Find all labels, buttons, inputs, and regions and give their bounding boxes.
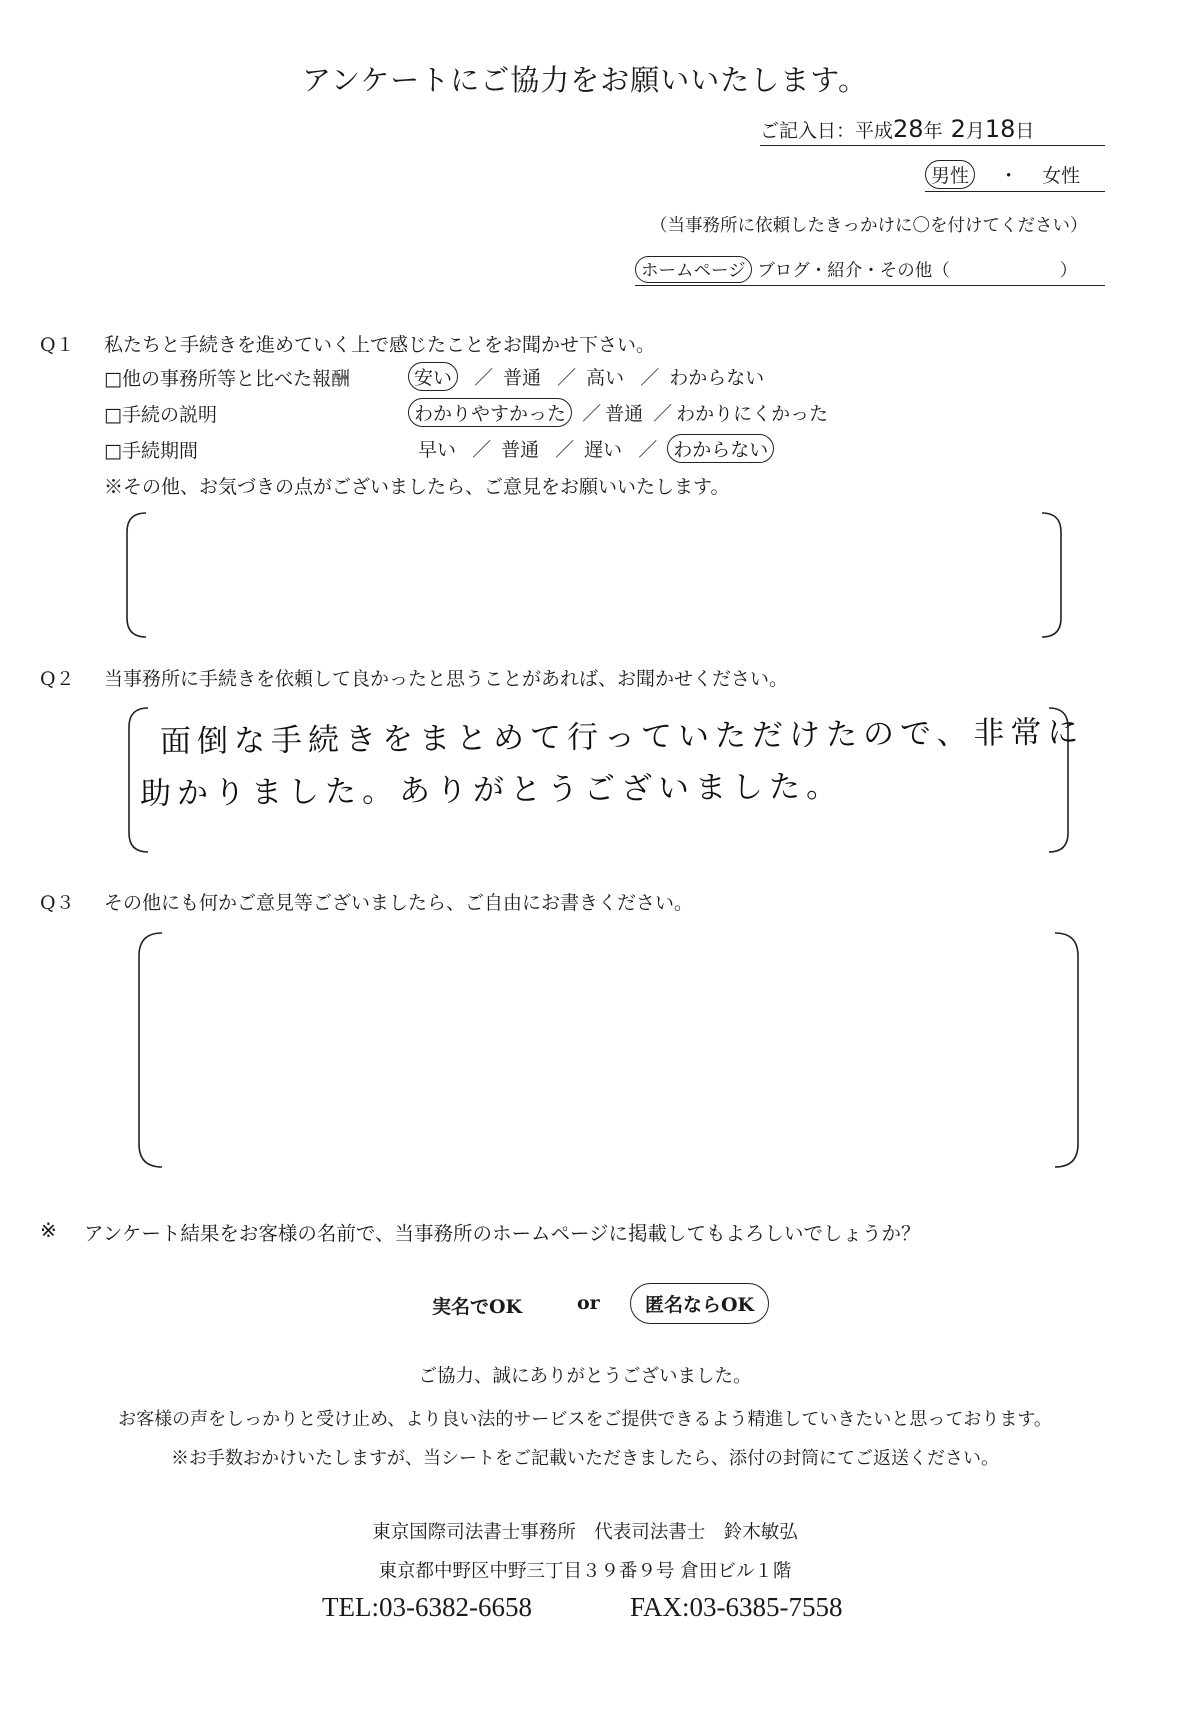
page-title: アンケートにご協力をお願いいたします。 [302, 63, 868, 97]
publish-option-anon-selected[interactable]: 匿名ならOK [630, 1283, 769, 1324]
q1-explanation-option-clear[interactable]: わかりやすかった [408, 398, 572, 427]
q1-answer-box[interactable] [124, 510, 1064, 640]
office-name: 東京国際司法書士事務所 代表司法書士 鈴木敏弘 [372, 1522, 798, 1543]
entry-date-day[interactable]: 18 [984, 115, 1016, 143]
q1-fee-option-high[interactable]: 高い [586, 367, 625, 389]
q1-item-explanation-options: わかりやすかった ／ 普通 ／ わかりにくかった [408, 398, 828, 427]
q1-period-option-normal[interactable]: 普通 [501, 439, 540, 461]
q1-explanation-option-normal[interactable]: 普通 [605, 403, 644, 425]
gender-separator: ・ [999, 165, 1019, 187]
trigger-field: ホームページ ブログ・紹介・その他（ ） [635, 256, 1105, 286]
q1-period-option-fast[interactable]: 早い [418, 439, 457, 461]
q2-answer-line-1: 面倒な手続きをまとめて行っていただけたので、非常に [159, 714, 1085, 760]
entry-date-month-unit: 月 [965, 120, 985, 142]
q3-answer-box-brackets [136, 930, 1081, 1170]
q2-label: Q２ [40, 668, 75, 690]
q1-answer-box-brackets [124, 510, 1064, 640]
trigger-close-paren: ） [1059, 261, 1078, 281]
closing-message: お客様の声をしっかりと受け止め、より良い法的サービスをご提供できるよう精進していきたいと思っております。 [118, 1409, 1052, 1430]
q1-item-period-options: 早い ／ 普通 ／ 遅い ／ わからない [418, 434, 774, 463]
entry-date-day-unit: 日 [1015, 120, 1035, 142]
gender-option-female[interactable]: 女性 [1042, 165, 1081, 187]
gender-field [925, 160, 1105, 192]
office-address: 東京都中野区中野三丁目３９番９号 倉田ビル１階 [378, 1561, 792, 1582]
q1-period-option-unknown[interactable]: わからない [667, 434, 774, 463]
q1-fee-option-unknown[interactable]: わからない [669, 367, 765, 389]
entry-date-month[interactable]: 2 [950, 115, 966, 143]
q1-fee-option-cheap[interactable]: 安い [408, 362, 458, 391]
publish-or: or [577, 1292, 600, 1314]
q1-question: 私たちと手続きを進めていく上で感じたことをお聞かせ下さい。 [104, 334, 656, 356]
q1-item-explanation-label: □手続の説明 [104, 404, 217, 426]
office-tel: TEL:03-6382-6658 [322, 1592, 532, 1622]
trigger-option-referral[interactable]: 紹介 [827, 261, 863, 281]
q1-period-option-slow[interactable]: 遅い [584, 439, 623, 461]
q1-item-fee-options: 安い ／ 普通 ／ 高い ／ わからない [408, 362, 764, 391]
entry-date-year-unit: 年 [923, 120, 943, 142]
q2-answer-line-2: 助かりました。ありがとうございました。 [139, 768, 844, 812]
entry-date [760, 115, 1105, 146]
entry-date-label: ご記入日：平成 [760, 120, 894, 142]
closing-return-note: ※お手数おかけいたしますが、当シートをご記載いただきましたら、添付の封筒にてご返送ください。 [171, 1448, 999, 1469]
trigger-option-homepage[interactable]: ホームページ [635, 256, 752, 283]
q3-label: Q３ [40, 892, 75, 914]
q1-note: ※その他、お気づきの点がございましたら、ご意見をお願いいたします。 [104, 476, 730, 498]
q1-explanation-option-unclear[interactable]: わかりにくかった [676, 403, 829, 425]
publish-mark: ※ [40, 1218, 57, 1242]
publish-option-anon [630, 1283, 769, 1324]
publish-question: アンケート結果をお客様の名前で、当事務所のホームページに掲載してもよろしいでしょうか？ [84, 1222, 921, 1245]
q1-fee-option-normal[interactable]: 普通 [503, 367, 542, 389]
trigger-prompt: （当事務所に依頼したきっかけに〇を付けてください） [650, 216, 1088, 236]
q1-item-period-label: □手続期間 [104, 440, 198, 462]
trigger-option-blog[interactable]: ブログ [757, 261, 810, 281]
closing-thanks: ご協力、誠にありがとうございました。 [418, 1366, 752, 1387]
q3-answer-box[interactable] [136, 930, 1081, 1170]
publish-option-real[interactable]: 実名でOK [432, 1296, 523, 1318]
entry-date-year[interactable]: 28 [893, 115, 924, 143]
q3-question: その他にも何かご意見等ございましたら、ご自由にお書きください。 [104, 892, 694, 914]
office-fax: FAX:03-6385-7558 [630, 1592, 843, 1622]
q1-label: Q１ [40, 334, 75, 356]
q1-item-fee-label: □他の事務所等と比べた報酬 [104, 368, 350, 390]
q2-question: 当事務所に手続きを依頼して良かったと思うことがあれば、お聞かせください。 [104, 668, 789, 690]
gender-option-male[interactable]: 男性 [925, 160, 975, 189]
trigger-option-other[interactable]: その他（ [879, 261, 950, 281]
